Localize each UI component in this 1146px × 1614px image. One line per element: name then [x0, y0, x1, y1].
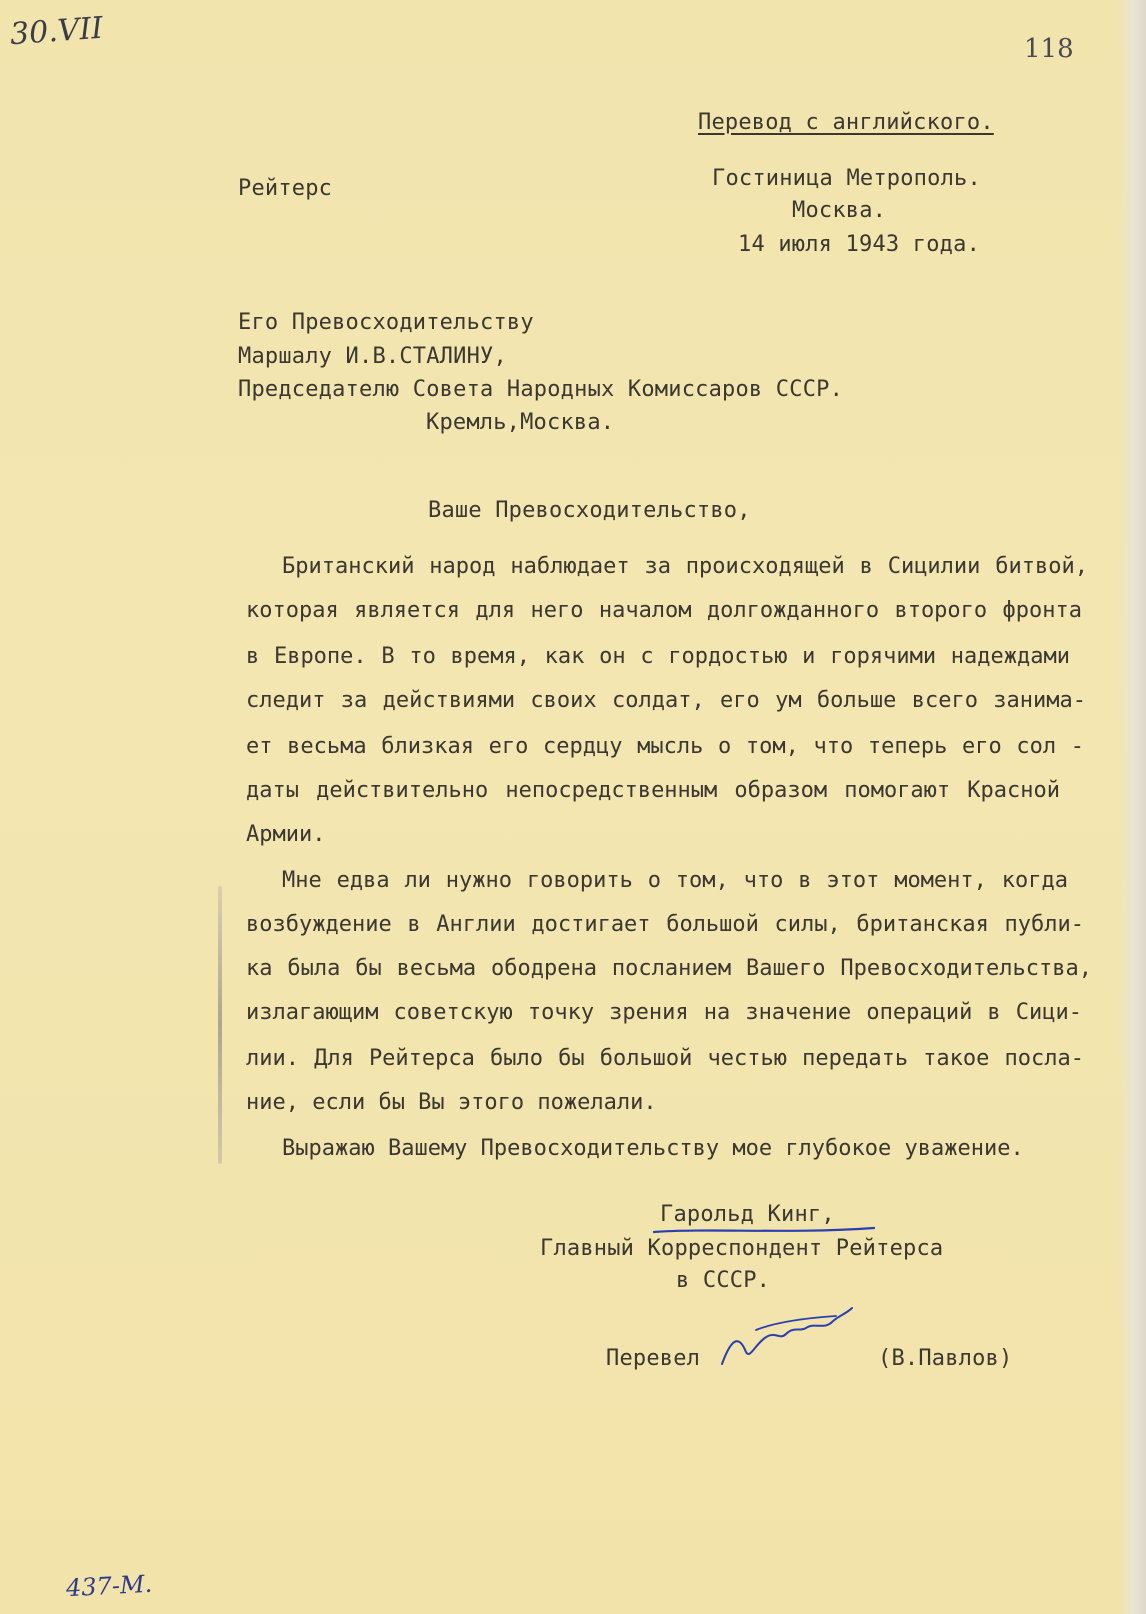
recipient-line-4: Кремль,Москва. — [426, 410, 615, 435]
date-line: 14 июля 1943 года. — [738, 232, 981, 257]
address-line-2: Москва. — [792, 198, 887, 223]
signer-name: Гарольд Кинг, — [660, 1202, 835, 1227]
footer-mark: 437-М. — [65, 1569, 153, 1603]
paragraph2-line-1: Мне едва ли нужно говорить о том, что в этот момент, когда — [282, 868, 1068, 893]
paragraph1-line-4: следит за действиями своих солдат, его ум больше всего занима- — [246, 688, 1086, 713]
paragraph1-line-7: Армии. — [246, 822, 326, 847]
address-line-1: Гостиница Метрополь. — [712, 166, 981, 191]
paragraph1-line-5: ет весьма близкая его сердцу мысль о том, что теперь его сол - — [246, 734, 1084, 759]
translator-name: (В.Павлов) — [878, 1346, 1013, 1371]
pencil-margin-mark — [218, 886, 222, 1164]
paragraph2-line-3: ка была бы весьма ободрена посланием Вашего Превосходительства, — [246, 956, 1092, 981]
paragraph2-line-2: возбуждение в Англии достигает большой силы, британская публи- — [246, 912, 1084, 937]
paragraph1-line-1: Британский народ наблюдает за происходящей в Сицилии битвой, — [282, 554, 1088, 579]
paragraph2-line-4: излагающим советскую точку зрения на значение операций в Сици- — [246, 1000, 1082, 1025]
recipient-line-1: Его Превосходительству — [238, 310, 534, 335]
translation-note: Перевод с английского. — [698, 110, 994, 135]
page-number: 118 — [1024, 34, 1074, 64]
paragraph1-line-3: в Европе. В то время, как он с гордостью и горячими надеждами — [246, 644, 1070, 669]
closing-line: Выражаю Вашему Превосходительству мое глубокое уважение. — [282, 1136, 1024, 1161]
translator-signature-scrawl — [716, 1302, 866, 1372]
translator-signature — [716, 1302, 866, 1372]
paper-edge — [1118, 0, 1146, 1614]
translator-label: Перевел — [606, 1346, 701, 1371]
recipient-line-2: Маршалу И.В.СТАЛИНУ, — [238, 344, 507, 369]
signer-title: Главный Корреспондент Рейтерса — [540, 1236, 944, 1261]
paragraph1-line-2: которая является для него началом долгожданного второго фронта — [246, 598, 1082, 623]
salutation: Ваше Превосходительство, — [428, 498, 751, 523]
recipient-line-3: Председателю Совета Народных Комиссаров СССР. — [238, 377, 844, 402]
paragraph2-line-6: ние, если бы Вы этого пожелали. — [246, 1090, 657, 1115]
signer-country: в СССР. — [676, 1268, 771, 1293]
paragraph2-line-5: лии. Для Рейтерса было бы большой честью передать такое посла- — [246, 1046, 1084, 1071]
paragraph1-line-6: даты действительно непосредственным образом помогают Красной — [246, 778, 1060, 803]
sender: Рейтерс — [238, 176, 333, 201]
corner-mark: 30.VII — [8, 10, 105, 53]
